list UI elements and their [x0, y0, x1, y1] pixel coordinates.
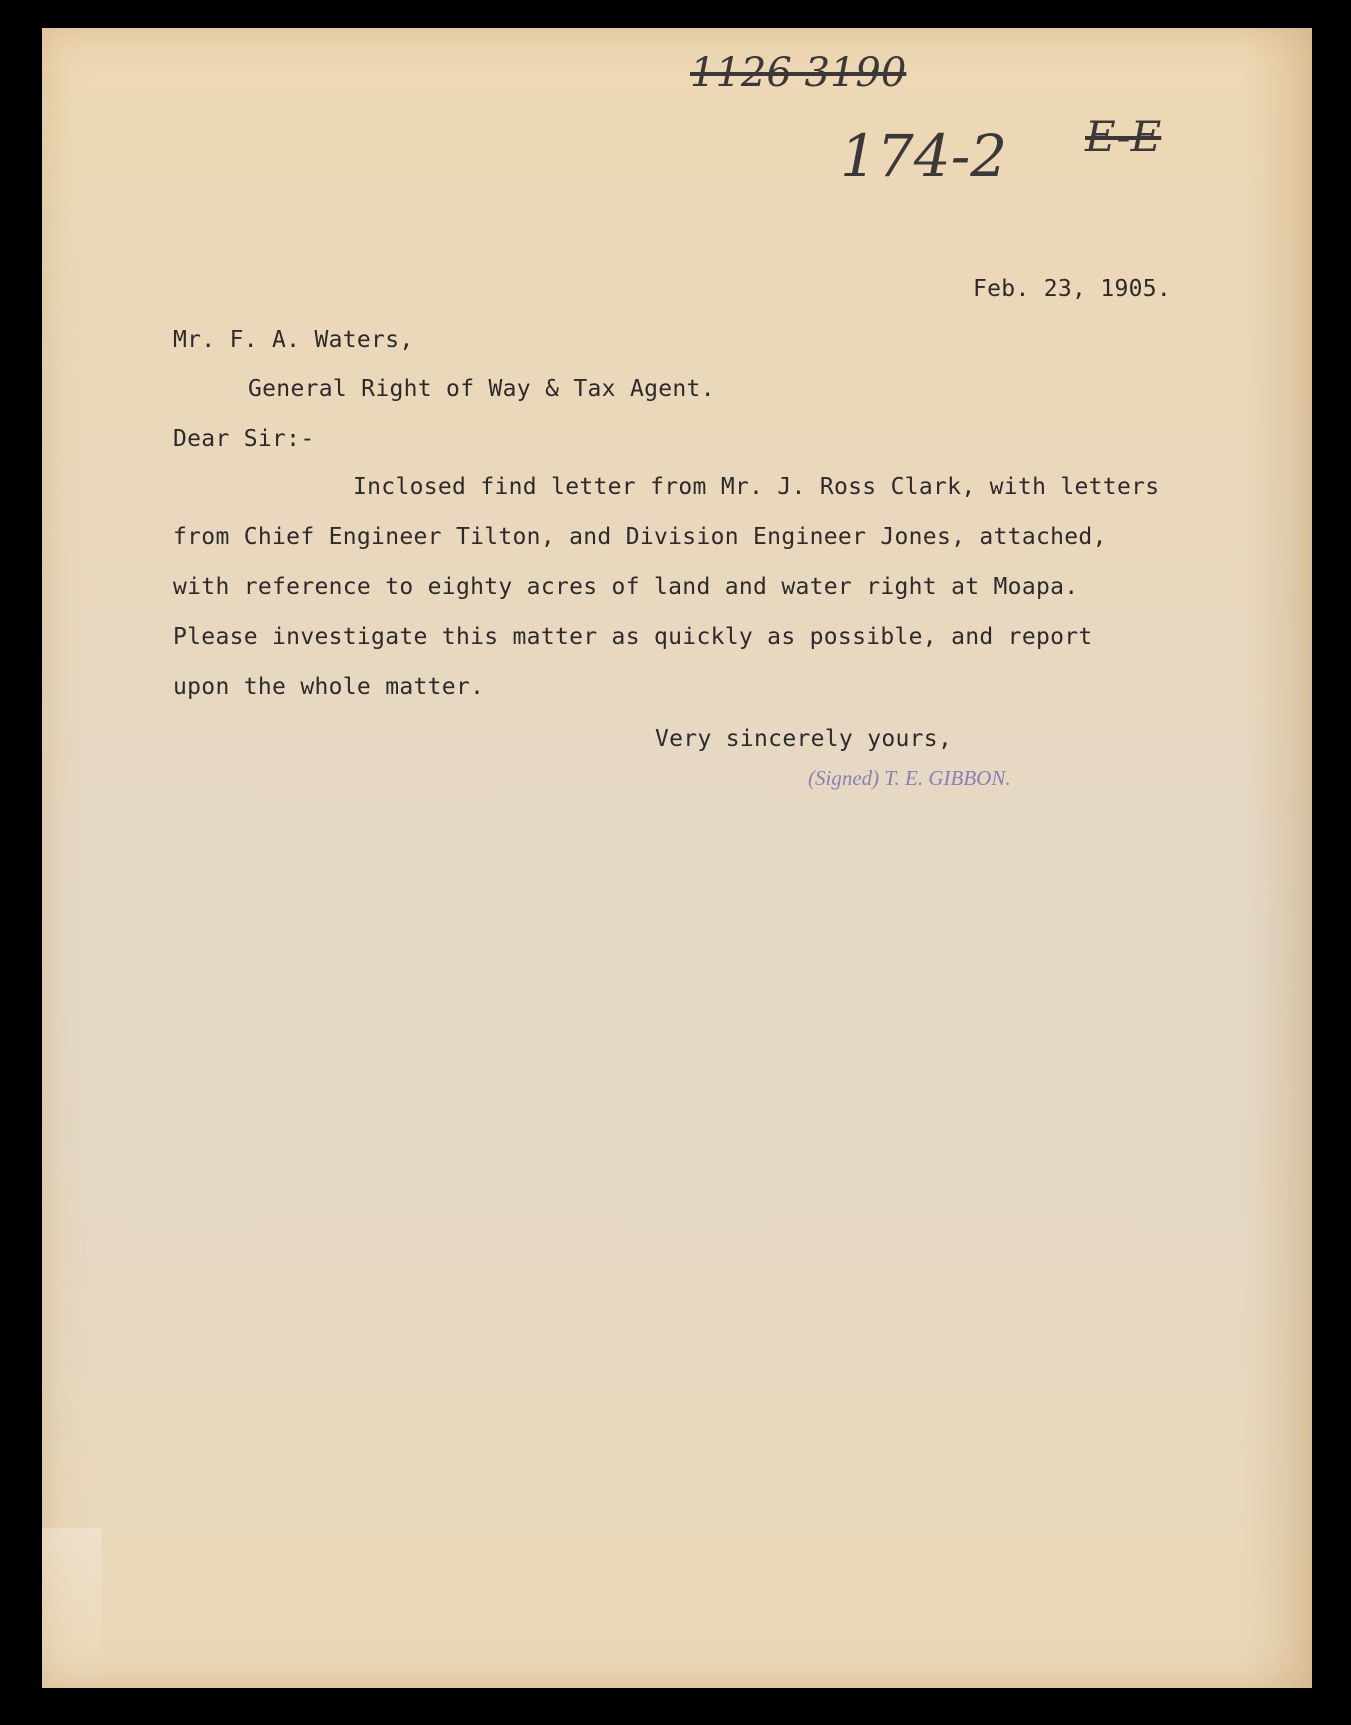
letter-closing: Very sincerely yours, [655, 726, 953, 752]
paper-edge-shadow [1242, 28, 1312, 1688]
paper-crease [42, 1528, 102, 1688]
letter-addressee-title: General Right of Way & Tax Agent. [248, 376, 715, 402]
letter-body-line: upon the whole matter. [173, 674, 485, 700]
letter-body-line: with reference to eighty acres of land and water right at Moapa. [173, 574, 1079, 600]
handwritten-code: E-E [1085, 112, 1162, 161]
letter-addressee: Mr. F. A. Waters, [173, 327, 414, 353]
signature-stamp: (Signed) T. E. GIBBON. [808, 766, 1011, 790]
letter-date: Feb. 23, 1905. [973, 276, 1172, 302]
letter-body-line: Inclosed find letter from Mr. J. Ross Clark, with letters [353, 474, 1160, 500]
letter-salutation: Dear Sir:- [173, 426, 315, 452]
handwritten-file-number: 174-2 [840, 122, 1008, 190]
letter-body-line: from Chief Engineer Tilton, and Division Engineer Jones, attached, [173, 524, 1107, 550]
letter-body-line: Please investigate this matter as quickly as possible, and report [173, 624, 1093, 650]
handwritten-old-number: 1126 3190 [690, 50, 907, 96]
